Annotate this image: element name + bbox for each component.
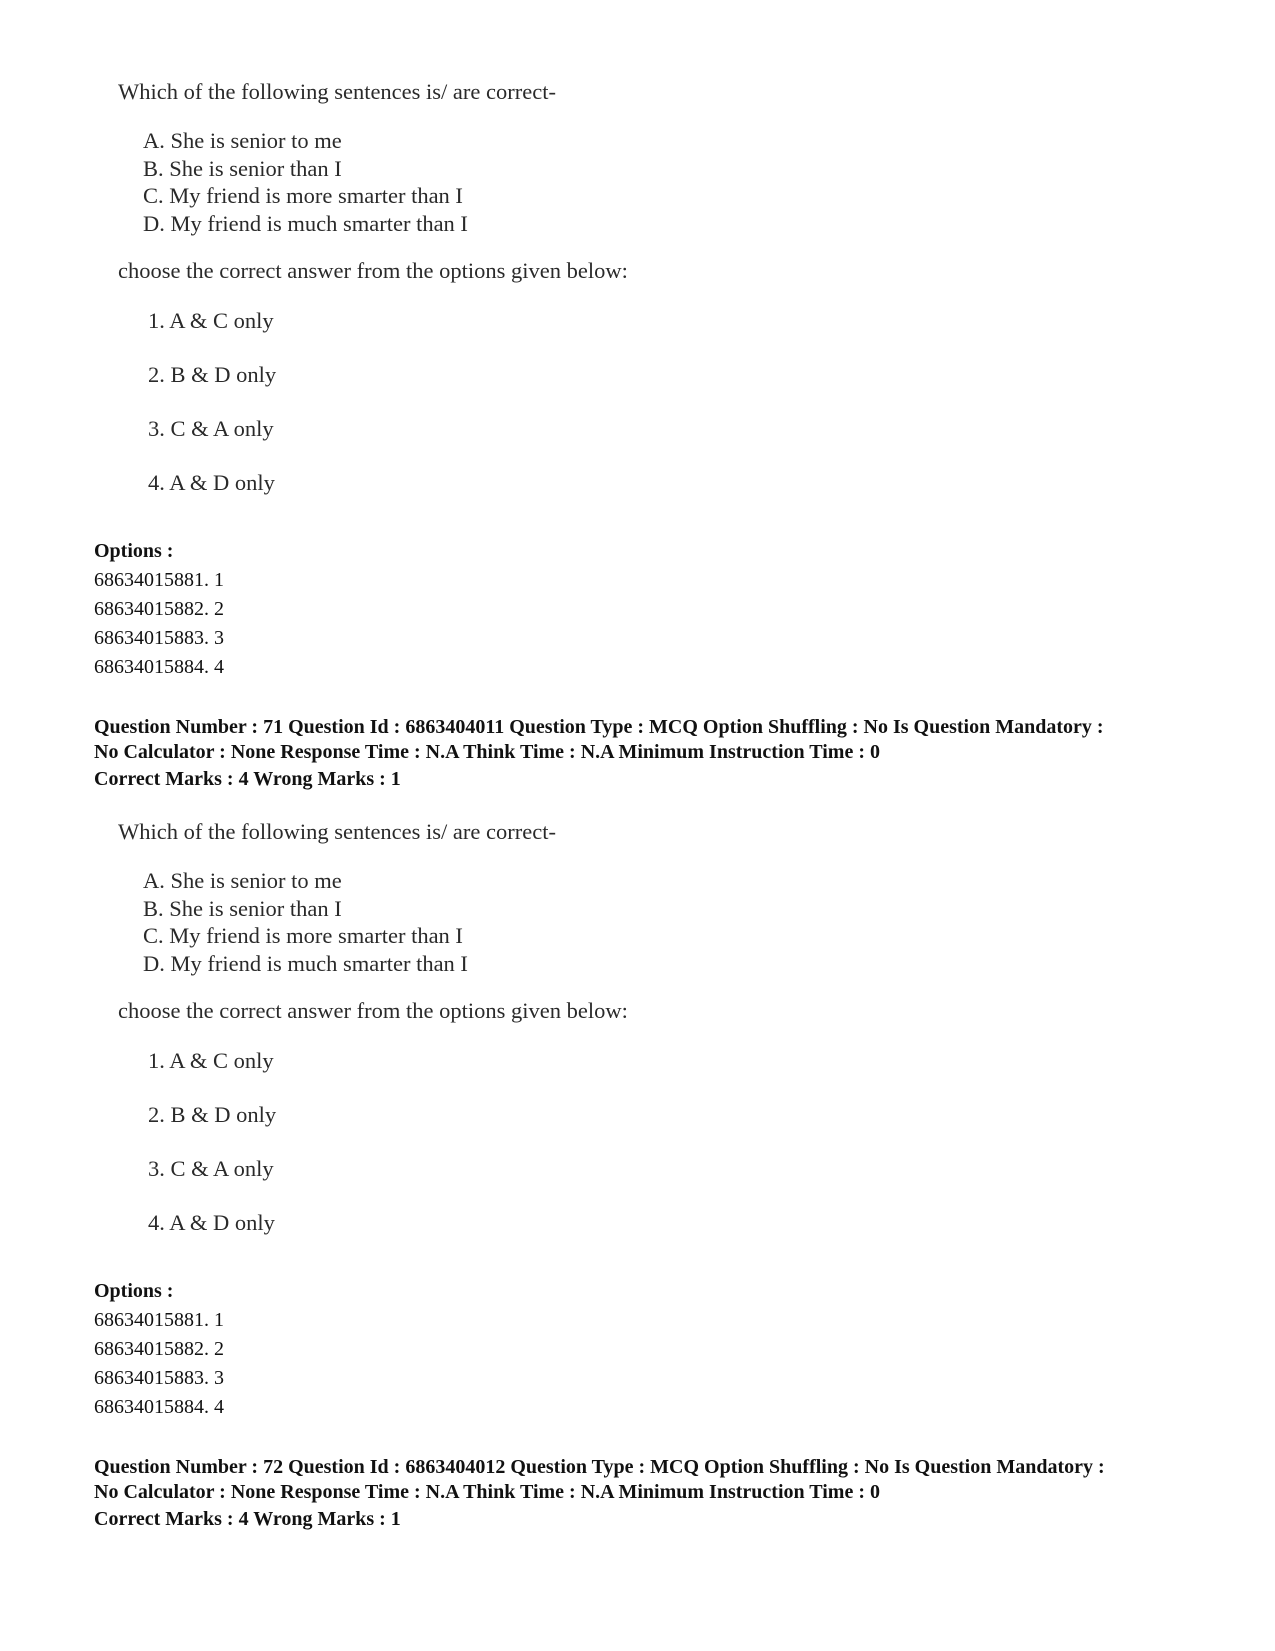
answer-choice-1: 1. A & C only bbox=[148, 308, 274, 333]
marks-line: Correct Marks : 4 Wrong Marks : 1 bbox=[94, 768, 401, 790]
answer-choice-2: 2. B & D only bbox=[148, 1102, 277, 1127]
answer-choice-3: 3. C & A only bbox=[148, 1156, 274, 1181]
metadata-line: No Calculator : None Response Time : N.A Think Time : N.A Minimum Instruction Time : 0 bbox=[94, 1480, 880, 1503]
question-instruction: choose the correct answer from the options given below: bbox=[118, 258, 628, 283]
options-list-q71 bbox=[94, 1277, 224, 1422]
metadata-line: No Calculator : None Response Time : N.A Think Time : N.A Minimum Instruction Time : 0 bbox=[94, 740, 880, 763]
answer-choice-3: 3. C & A only bbox=[148, 416, 274, 441]
metadata-line: Question Number : 71 Question Id : 6863404011 Question Type : MCQ Option Shuffling : No Is Question Mandatory : bbox=[94, 716, 1104, 738]
option-item: 68634015881. 1 bbox=[94, 569, 224, 591]
statement-d: D. My friend is much smarter than I bbox=[143, 210, 468, 236]
question-image-q71 bbox=[118, 818, 738, 1263]
marks-line: Correct Marks : 4 Wrong Marks : 1 bbox=[94, 1508, 401, 1530]
statement-b: B. She is senior than I bbox=[143, 895, 342, 921]
options-header: Options : bbox=[94, 1280, 174, 1302]
option-item: 68634015884. 4 bbox=[94, 656, 224, 678]
question-metadata-q71 bbox=[94, 715, 1104, 792]
options-list-q70 bbox=[94, 537, 224, 682]
statement-b: B. She is senior than I bbox=[143, 155, 342, 181]
option-item: 68634015883. 3 bbox=[94, 1367, 224, 1389]
metadata-line: Question Number : 72 Question Id : 6863404012 Question Type : MCQ Option Shuffling : No Is Question Mandatory : bbox=[94, 1456, 1105, 1478]
answer-choice-list bbox=[148, 1047, 738, 1237]
statement-a: A. She is senior to me bbox=[143, 128, 342, 153]
question-stem: Which of the following sentences is/ are correct- bbox=[118, 79, 556, 104]
answer-choice-2: 2. B & D only bbox=[148, 362, 277, 387]
statement-c: C. My friend is more smarter than I bbox=[143, 183, 463, 208]
question-metadata-q72 bbox=[94, 1455, 1105, 1532]
question-instruction: choose the correct answer from the options given below: bbox=[118, 998, 628, 1023]
answer-choice-4: 4. A & D only bbox=[148, 1210, 275, 1235]
answer-choice-1: 1. A & C only bbox=[148, 1048, 274, 1073]
statement-list bbox=[143, 127, 738, 237]
option-item: 68634015882. 2 bbox=[94, 1338, 224, 1360]
option-item: 68634015884. 4 bbox=[94, 1396, 224, 1418]
options-header: Options : bbox=[94, 540, 174, 562]
option-item: 68634015882. 2 bbox=[94, 598, 224, 620]
option-item: 68634015883. 3 bbox=[94, 627, 224, 649]
statement-c: C. My friend is more smarter than I bbox=[143, 923, 463, 948]
statement-a: A. She is senior to me bbox=[143, 868, 342, 893]
answer-choice-list bbox=[148, 307, 738, 497]
question-image-q70 bbox=[118, 78, 738, 523]
statement-d: D. My friend is much smarter than I bbox=[143, 950, 468, 976]
answer-choice-4: 4. A & D only bbox=[148, 470, 275, 495]
option-item: 68634015881. 1 bbox=[94, 1309, 224, 1331]
question-stem: Which of the following sentences is/ are correct- bbox=[118, 819, 556, 844]
statement-list bbox=[143, 867, 738, 977]
